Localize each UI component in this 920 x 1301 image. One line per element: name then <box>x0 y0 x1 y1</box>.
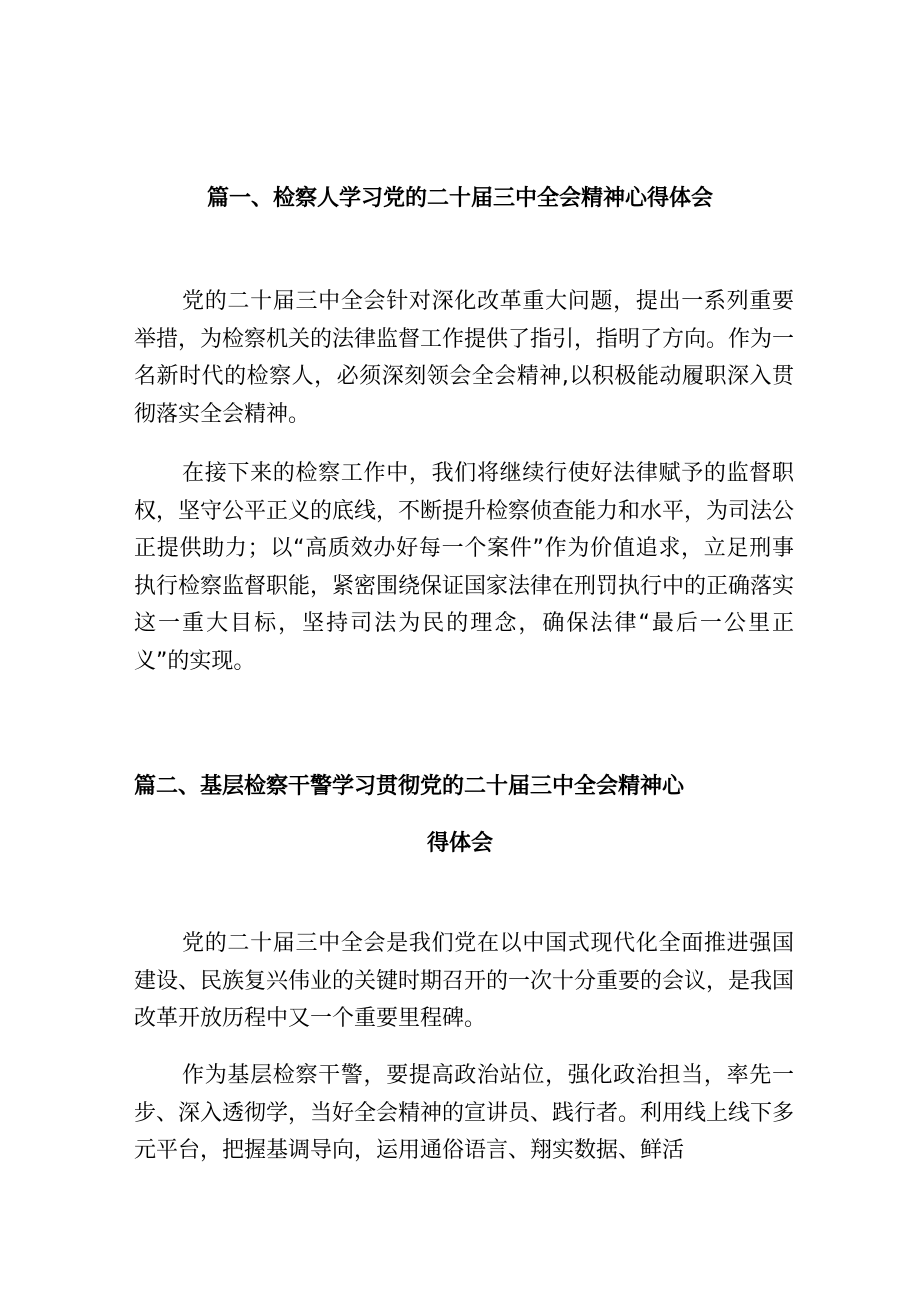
article-1-paragraph-2: 在接下来的检察工作中，我们将继续行使好法律赋予的监督职权，坚守公平正义的底线，不断提升检察侦查能力和水平，为司法公正提供助力；以“高质效办好每一个案件”作为价值追求，立足刑事执行检察监督职能，紧密围绕保证国家法律在刑罚执行中的正确落实这一重大目标，坚持司法为民的理念，确保法律“最后一公里正义”的实现。 <box>134 461 795 674</box>
article-2-title-line-1: 篇二、基层检察干警学习贯彻党的二十届三中全会精神心 <box>134 774 685 799</box>
article-1-paragraph-1: 党的二十届三中全会针对深化改革重大问题，提出一系列重要举措，为检察机关的法律监督工作提供了指引，指明了方向。作为一名新时代的检察人，必须深刻领会全会精神,以积极能动履职深入贯彻落实全会精神。 <box>134 289 795 427</box>
article-2-paragraph-2: 作为基层检察干警，要提高政治站位，强化政治担当，率先一步、深入透彻学，当好全会精神的宣讲员、践行者。利用线上线下多元平台，把握基调导向，运用通俗语言、翔实数据、鲜活 <box>134 1063 795 1163</box>
article-2-title-line-2: 得体会 <box>426 831 493 856</box>
article-1-title: 篇一、检察人学习党的二十届三中全会精神心得体会 <box>206 186 713 211</box>
article-2-paragraph-1: 党的二十届三中全会是我们党在以中国式现代化全面推进强国建设、民族复兴伟业的关键时期召开的一次十分重要的会议，是我国改革开放历程中又一个重要里程碑。 <box>134 931 795 1031</box>
